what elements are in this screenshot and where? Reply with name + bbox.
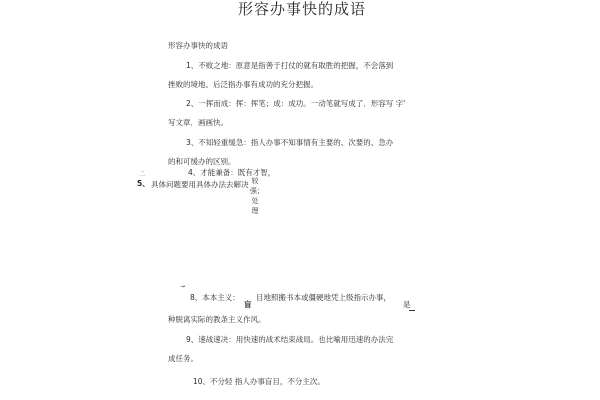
underline-mark [409,310,415,311]
item-8-stray-char: 盲 [244,300,252,309]
item-8-line-1: 8、本本主义： [190,293,240,302]
item-8-line-1-cont: 目地照搬书本或僵硬地凭上级指示办事， [256,293,391,302]
item-2-line-2: 写文章．画画快。 [168,118,228,127]
item-9-line-1: 9、速战速决：用快速的战术结束战局。也比喻用迅速的办法完 [186,335,394,344]
item-3-line-1: 3、不知轻重缓急：指人办事不知事情有主要的、次要的、急办 [186,138,394,147]
item-2-line-1: 2、一挥而成：挥：挥笔；成：成功。一动笔就写成了．形容写 字' [186,99,406,108]
margin-number: 5、 [137,179,150,188]
item-1-line-1: 1、不败之地：原意是指善于打仗的就有取胜的把握，不会落到 [186,61,394,70]
item-8-line-2: 种脱离实际的教条主义作风。 [168,315,266,324]
doc-subtitle: 形容办事快的成语 [168,41,228,50]
item-9-line-2: 成任务。 [168,354,198,363]
item-4-line-1: 4、才能兼备：既有才智， [188,168,276,177]
item-1-line-2: 挫败的境地。后泛指办事有成功的充分把握。 [168,80,318,89]
item-3-line-2: 的和可缓办的区别。 [168,157,236,166]
item-8-line-1-end: 是 [403,300,411,309]
item-4-vertical-text: 较强；处理 [250,177,264,215]
top-stray-mark: 二 [139,171,146,178]
item-4-line-2: 具体问题要用具体办法去解决 [151,180,249,189]
arrow-mark: → [180,283,186,290]
page-title: 形容办事快的成语 [238,0,367,18]
item-10-line-1: 10、不分轻 指人办事盲目，不分主次。 [193,377,325,386]
